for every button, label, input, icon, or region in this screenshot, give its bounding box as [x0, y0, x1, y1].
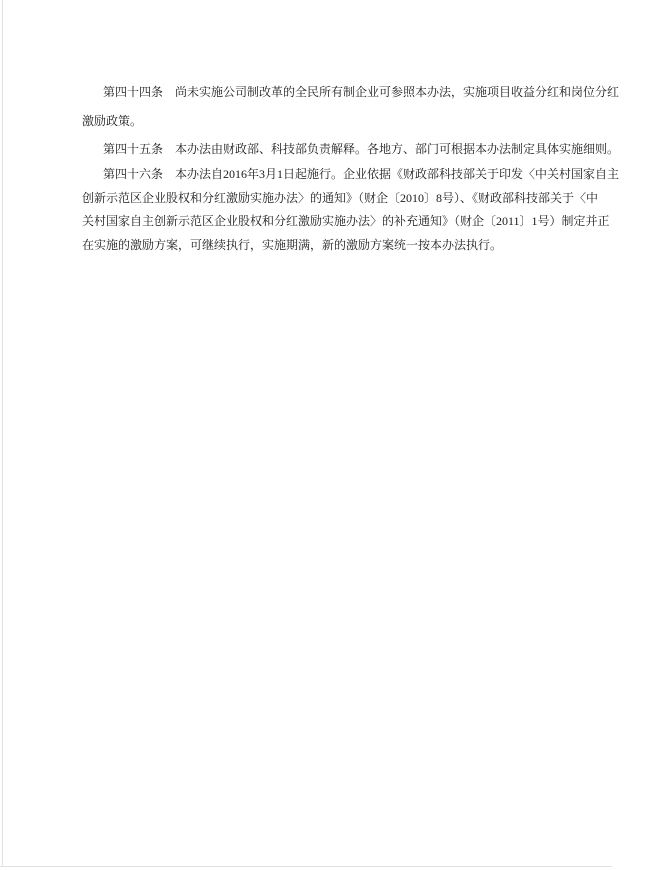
text-line: 激励政策。: [82, 114, 143, 128]
text-line: 关村国家自主创新示范区企业股权和分红激励实施办法〉的补充通知》（财企〔2011〕1号）制定并正: [82, 214, 610, 228]
paragraph-article-45: [82, 136, 620, 163]
text-line: 第四十四条 尚未实施公司制改革的全民所有制企业可参照本办法，实施项目收益分红和岗位分红: [103, 85, 620, 99]
text-line: 创新示范区企业股权和分红激励实施办法〉的通知》（财企〔2010〕8号）、《财政部科技部关于〈中: [82, 190, 599, 205]
text-line: 第四十六条 本办法自2016年3月1日起施行。企业依据《财政部科技部关于印发〈中关村国家自主: [103, 167, 620, 181]
document-text: [82, 78, 620, 257]
paragraph-article-44: [82, 78, 620, 136]
text-line: 在实施的激励方案，可继续执行，实施期满，新的激励方案统一按本办法执行。: [82, 237, 503, 252]
page-left-edge-line: [2, 0, 3, 866]
text-line: 第四十五条 本办法由财政部、科技部负责解释。各地方、部门可根据本办法制定具体实施细则。: [103, 142, 620, 156]
page-bottom-edge-line: [0, 866, 612, 867]
paragraph-article-46: [82, 163, 620, 257]
